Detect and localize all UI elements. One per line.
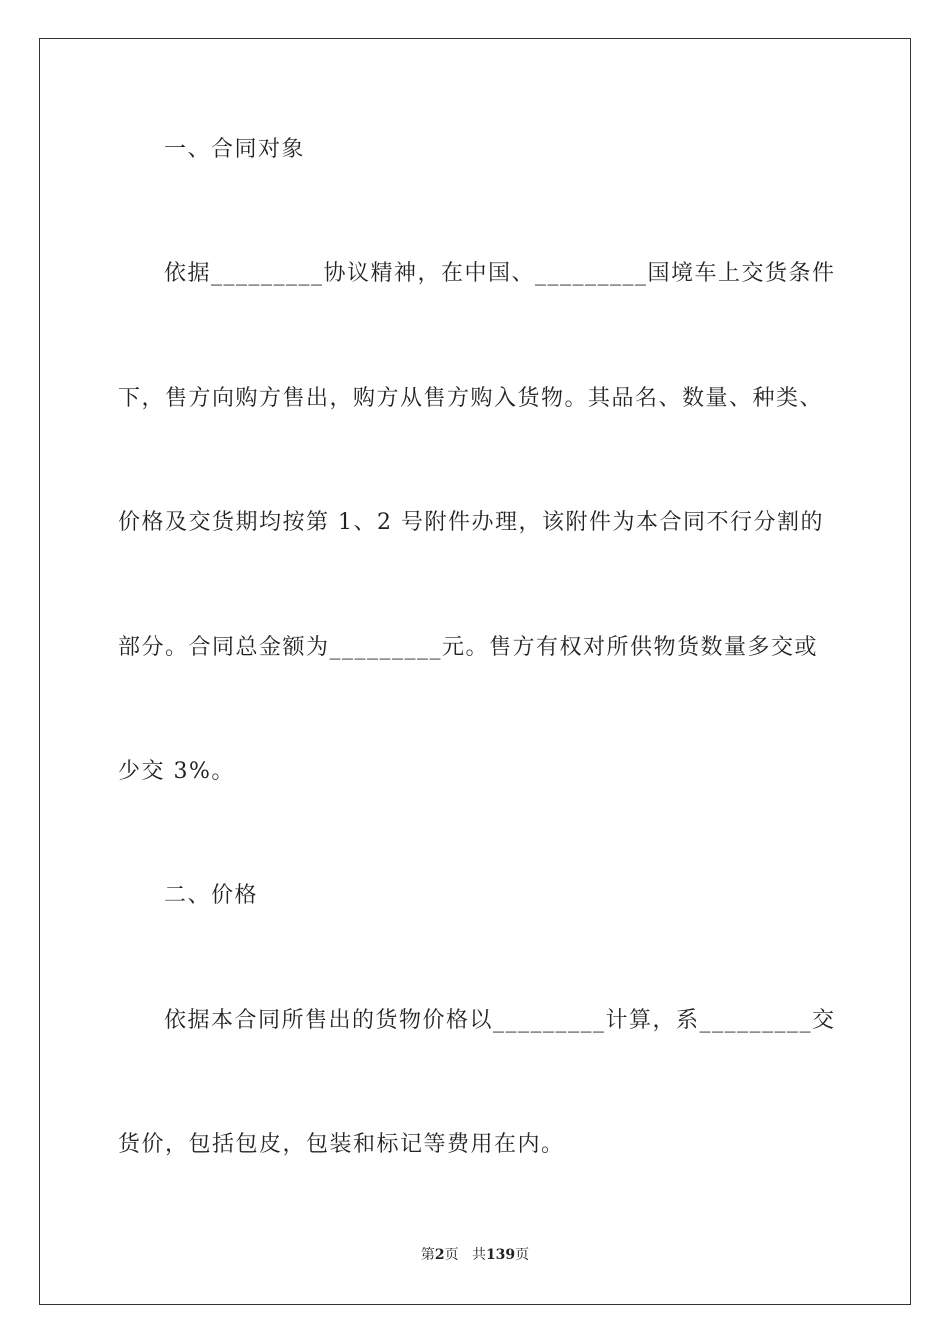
page-frame: [39, 38, 911, 1305]
footer-total-suffix: 页: [515, 1247, 530, 1263]
footer-total-pages: 139: [485, 1247, 516, 1263]
page-footer: [0, 1246, 950, 1264]
paragraph-line: 货价，包括包皮，包装和标记等费用在内。: [118, 1132, 565, 1157]
section-heading-price: 二、价格: [164, 883, 259, 908]
paragraph-line: 依据_________协议精神，在中国、_________国境车上交货条件: [164, 261, 836, 286]
footer-page-prefix: 第: [420, 1247, 435, 1263]
section-heading-contract-object: 一、合同对象: [164, 137, 306, 162]
paragraph-line: 少交 3%。: [118, 759, 235, 784]
footer-page-suffix: 页: [444, 1247, 459, 1263]
paragraph-line: 下，售方向购方售出，购方从售方购入货物。其品名、数量、种类、: [118, 386, 824, 411]
paragraph-line: 依据本合同所售出的货物价格以_________计算，系_________交: [164, 1008, 836, 1033]
paragraph-line: 部分。合同总金额为_________元。售方有权对所供物货数量多交或: [118, 635, 819, 660]
paragraph-line: 价格及交货期均按第 1、2 号附件办理，该附件为本合同不行分割的: [118, 510, 824, 535]
footer-page-number: 2: [434, 1247, 445, 1263]
footer-total-prefix: 共: [471, 1247, 486, 1263]
